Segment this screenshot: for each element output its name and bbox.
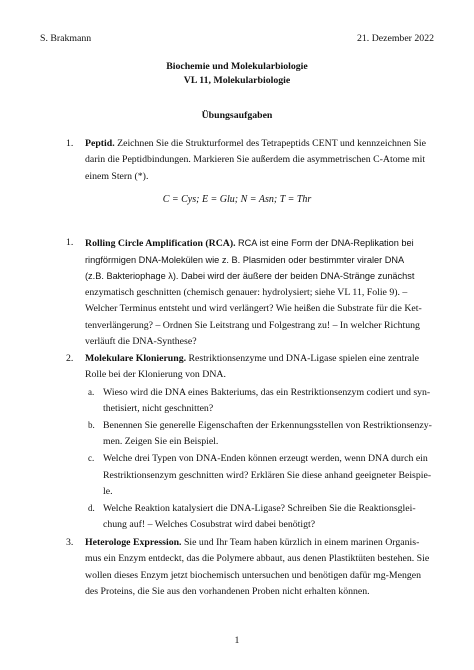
page-subtitle: Übungsaufgaben (201, 110, 273, 121)
task-text: RCA ist eine Form der DNA-Replikation bei (238, 238, 414, 248)
task-text: ringförmigen DNA-Molekülen wie z. B. Plasmiden oder bestimmter viraler DNA (85, 255, 405, 265)
subtask-text: Welche Reaktion katalysiert die DNA-Ligase? Schreiben Sie die Reaktionsglei- (103, 503, 416, 514)
subtask-letter: d. (88, 503, 95, 513)
page-number: 1 (234, 635, 240, 646)
task-text: einem Stern (*). (85, 171, 149, 182)
task-text: Zeichnen Sie die Strukturformel des Tetrapeptids CENT und kennzeichnen Sie (117, 138, 426, 149)
task-text: wollen dieses Enzym jetzt biochemisch untersuchen und benötigen dafür mg-Mengen (85, 570, 421, 581)
subtask-letter: b. (88, 420, 95, 430)
task-text: mus ein Enzym entdeckt, das die Polymere abbaut, aus denen Plastiktüten bestehen. Sie (85, 553, 430, 564)
task-number: 1. (66, 138, 74, 149)
task-text: Sie und Ihr Team haben kürzlich in einem marinen Organis- (183, 537, 420, 548)
task-text: des Proteins, die Sie aus den vorhandenen Proben nicht erhalten können. (85, 586, 370, 597)
task-text: verläuft die DNA-Synthese? (85, 336, 197, 347)
task-number: 2. (66, 353, 74, 364)
subtask-text: Restriktionsenzym geschnitten wird? Erklären Sie diese anhand geeigneter Beispie- (103, 470, 432, 481)
task-text: Rolle bei der Klonierung von DNA. (85, 369, 226, 380)
task-expression-line1 (85, 537, 419, 549)
task-text: enzymatisch geschnitten (chemisch genauer: hydrolysiert; siehe VL 11, Folie 9). – (85, 287, 408, 298)
task-text: tenverlängerung? – Ordnen Sie Leitstrang und Folgestrang zu! – In welcher Richtung (85, 320, 420, 331)
task-heading: Peptid. (85, 138, 115, 149)
subtask-text: Benennen Sie generelle Eigenschaften der Erkennungsstellen von Restriktionsenzy- (103, 420, 432, 431)
subtask-text: le. (103, 486, 113, 497)
subtask-text: thetisiert, nicht geschnitten? (103, 403, 214, 414)
date: 21. Dezember 2022 (357, 33, 434, 44)
course-title: Biochemie und Molekularbiologie (166, 61, 308, 72)
task-heading: Heterologe Expression. (85, 537, 182, 548)
subtask-text: Wieso wird die DNA eines Bakteriums, das ein Restriktionsenzym codiert und syn- (103, 387, 431, 398)
task-heading: Rolling Circle Amplification (RCA). (85, 238, 236, 249)
task-number: 1. (66, 237, 74, 248)
lecture-title: VL 11, Molekularbiologie (183, 75, 291, 86)
subtask-text: men. Zeigen Sie ein Beispiel. (103, 436, 219, 447)
author: S. Brakmann (40, 33, 92, 44)
task-text: (z.B. Bakteriophage λ). Dabei wird der äußere der beiden DNA-Stränge zunächst (85, 271, 415, 281)
task-heading: Molekulare Klonierung. (85, 353, 187, 364)
task-klonierung-line1 (85, 353, 419, 365)
subtask-text: chung auf! – Welches Cosubstrat wird dabei benötigt? (103, 519, 316, 530)
task-peptid-line1 (85, 138, 426, 150)
subtask-text: Welche drei Typen von DNA-Enden können erzeugt werden, wenn DNA durch ein (103, 453, 428, 464)
subtask-letter: c. (88, 453, 95, 463)
subtask-letter: a. (88, 387, 95, 397)
task-rca-line1 (85, 237, 414, 250)
task-text: Restriktionsenzyme und DNA-Ligase spielen eine zentrale (188, 353, 419, 364)
task-text: Welcher Terminus entsteht und wird verlängert? Wie heißen die Substrate für die Ket- (85, 303, 422, 314)
task-number: 3. (66, 537, 74, 548)
task-text: darin die Peptidbindungen. Markieren Sie außerdem die asymmetrischen C-Atome mit (85, 154, 426, 165)
amino-acid-formula: C = Cys; E = Glu; N = Asn; T = Thr (162, 194, 312, 205)
